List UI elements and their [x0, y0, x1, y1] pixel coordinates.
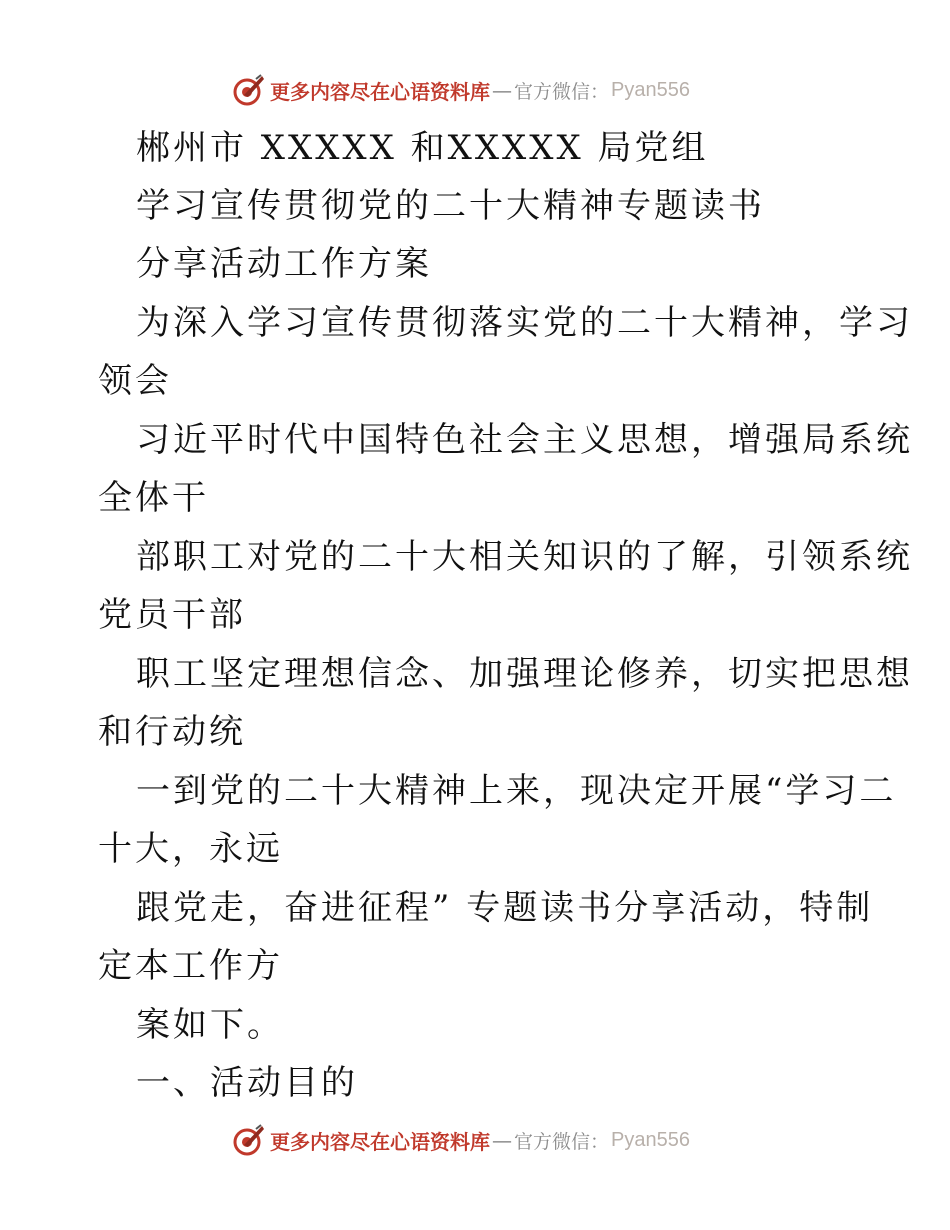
paragraph-line: 和行动统	[98, 712, 246, 752]
paragraph-line: 十大，永远	[98, 829, 283, 869]
paragraph-line: 定本工作方	[98, 946, 283, 986]
title-line-3: 分享活动工作方案	[136, 244, 432, 284]
watermark-wechat-id: Pyan556	[611, 78, 690, 101]
watermark-banner-top	[232, 72, 690, 108]
watermark-label: 官方微信：	[514, 80, 610, 103]
paragraph-line: 习近平时代中国特色社会主义思想，增强局系统	[136, 420, 913, 460]
watermark-main-text: 更多内容尽在心语资料库	[270, 1129, 490, 1154]
paragraph-line: 为深入学习宣传贯彻落实党的二十大精神，学习	[136, 303, 913, 343]
quill-logo-icon	[232, 1123, 266, 1157]
section-heading: 一、活动目的	[136, 1063, 358, 1103]
title-line-2: 学习宣传贯彻党的二十大精神专题读书	[136, 186, 765, 226]
paragraph-line: 职工坚定理想信念、加强理论修养，切实把思想	[136, 654, 913, 694]
watermark-main-text: 更多内容尽在心语资料库	[270, 79, 490, 104]
title-line-1: 郴州市 XXXXX 和XXXXX 局党组	[136, 128, 709, 168]
watermark-wechat-id: Pyan556	[611, 1128, 690, 1151]
paragraph-line: 党员干部	[98, 595, 246, 635]
paragraph-line: 领会	[98, 361, 172, 401]
watermark-dash: —	[492, 1128, 512, 1152]
paragraph-line: 部职工对党的二十大相关知识的了解，引领系统	[136, 537, 913, 577]
watermark-dash: —	[492, 78, 512, 102]
watermark-banner-bottom	[232, 1122, 690, 1158]
paragraph-line: 跟党走，奋进征程” 专题读书分享活动，特制	[136, 888, 874, 928]
paragraph-line: 全体干	[98, 478, 209, 518]
paragraph-line: 一到党的二十大精神上来，现决定开展“学习二	[136, 771, 897, 811]
watermark-label: 官方微信：	[514, 1130, 610, 1153]
quill-logo-icon	[232, 73, 266, 107]
paragraph-line: 案如下。	[136, 1005, 284, 1045]
